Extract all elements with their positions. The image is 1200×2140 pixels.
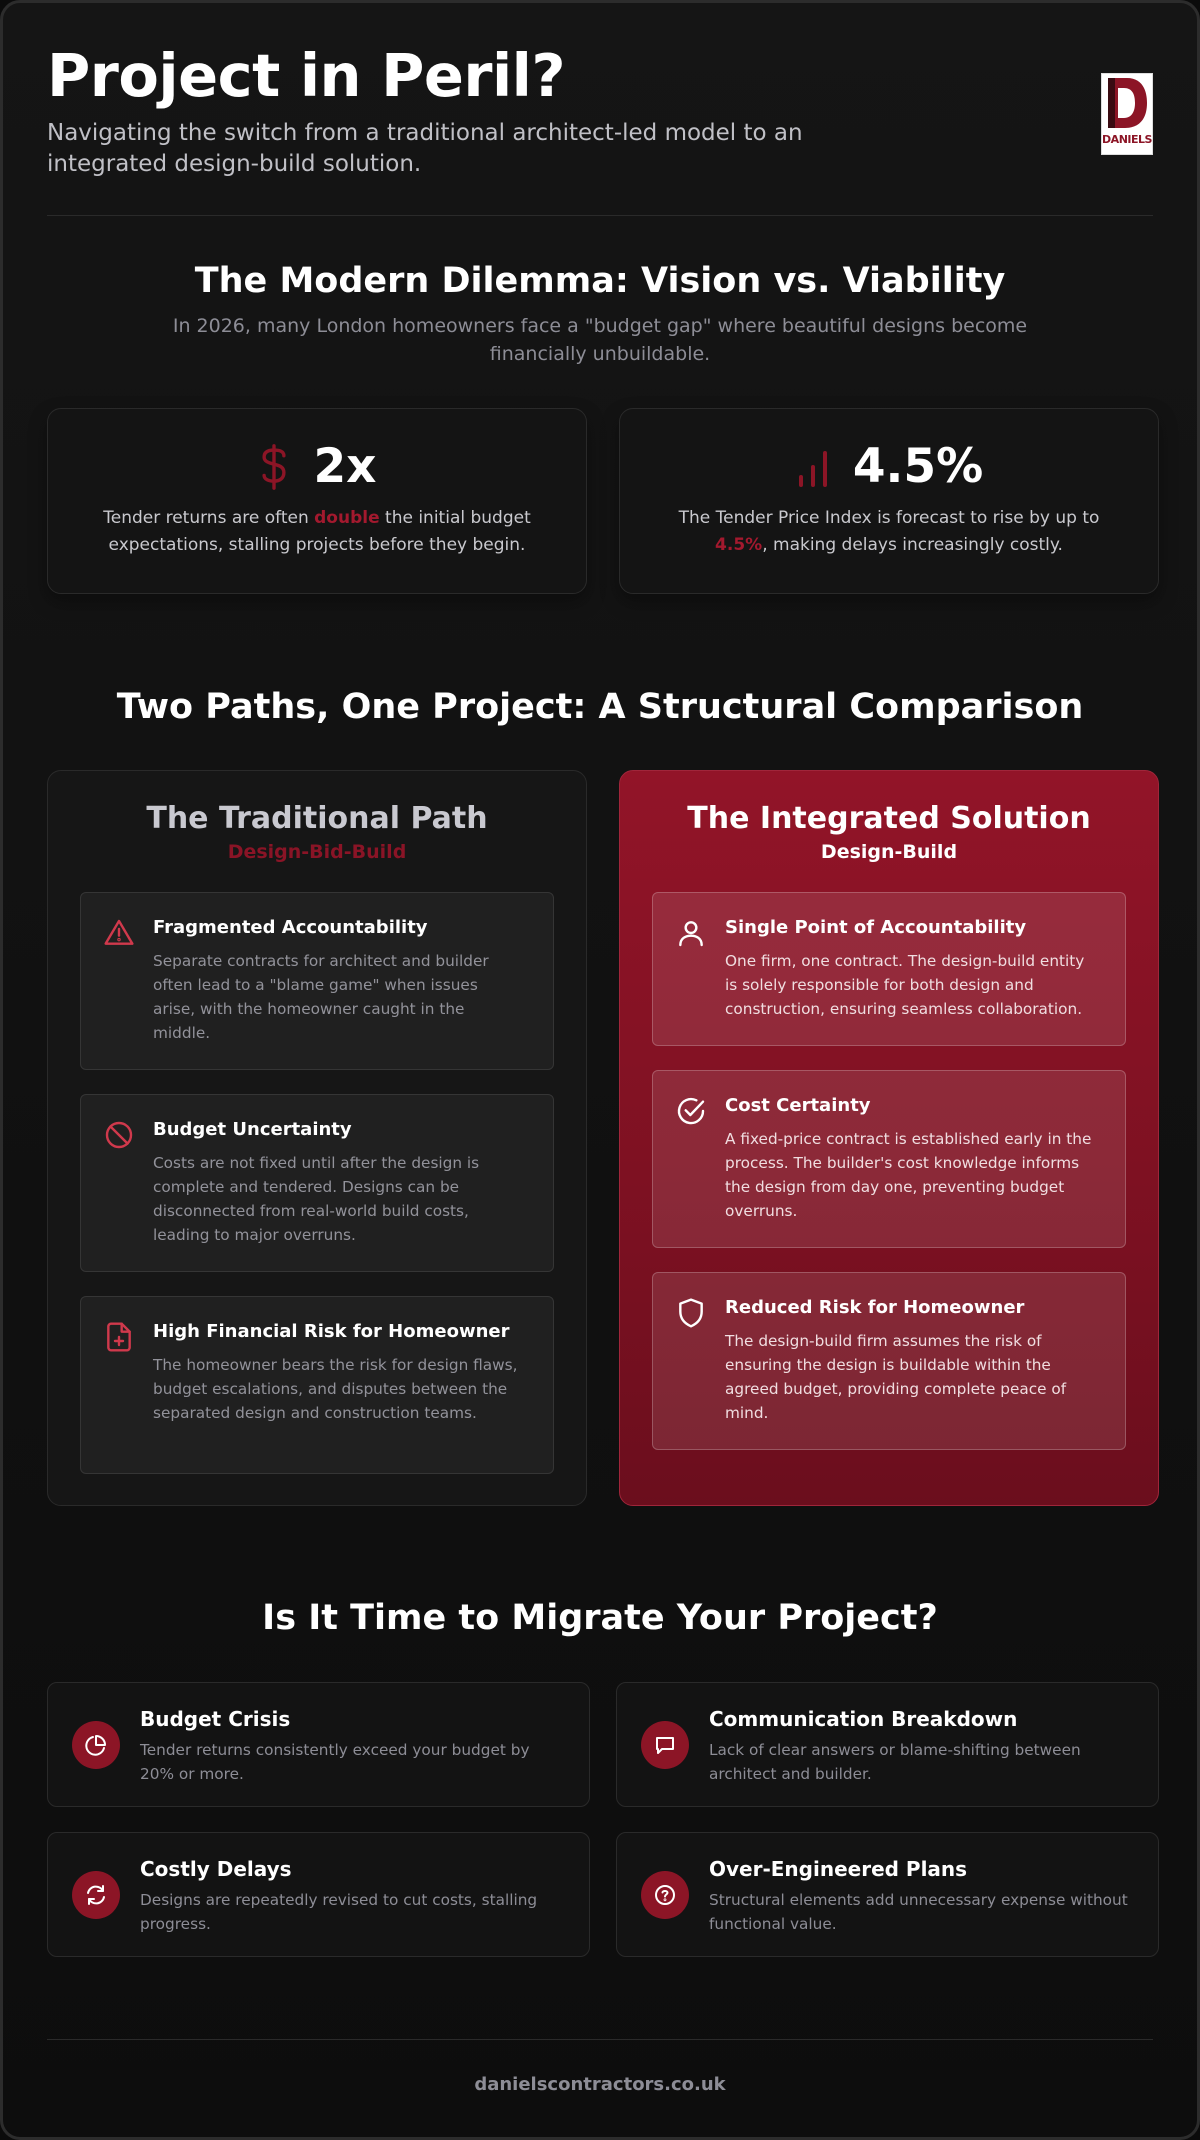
item-title: Single Point of Accountability <box>725 917 1027 938</box>
stat-description: Tender returns are often double the initial budget expectations, stalling projects before they begin. <box>103 508 531 555</box>
traditional-subtitle: Design-Bid-Build <box>227 841 407 863</box>
item-text: One firm, one contract. The design-build entity is solely responsible for both design and construction, ensuring seamless collaboration. <box>725 952 1085 1018</box>
footer-divider <box>47 2039 1153 2040</box>
traditional-title: The Traditional Path <box>146 801 488 836</box>
page-title: Project in Peril? <box>47 41 566 110</box>
integrated-title: The Integrated Solution <box>687 801 1091 836</box>
card-text: Lack of clear answers or blame-shifting between architect and builder. <box>709 1741 1081 1783</box>
card-text: Structural elements add unnecessary expense without functional value. <box>709 1891 1128 1933</box>
stat-value: 4.5% <box>852 439 984 494</box>
refresh-icon <box>84 1883 108 1907</box>
dilemma-subtitle: In 2026, many London homeowners face a "budget gap" where beautiful designs become financially unbuildable. <box>172 315 1028 365</box>
integrated-subtitle: Design-Build <box>820 841 958 863</box>
item-title: Cost Certainty <box>725 1095 871 1116</box>
item-text: Separate contracts for architect and builder often lead to a "blame game" when issues arise, with the homeowner caught in the middle. <box>153 952 489 1042</box>
item-title: Budget Uncertainty <box>153 1119 352 1140</box>
stat-card-index <box>619 408 1159 594</box>
traditional-item <box>80 892 554 1070</box>
integrated-item <box>652 892 1126 1046</box>
card-title: Communication Breakdown <box>709 1707 1018 1731</box>
warning-icon <box>103 917 135 949</box>
card-text: Tender returns consistently exceed your budget by 20% or more. <box>140 1741 530 1783</box>
pie-chart-icon <box>84 1733 108 1757</box>
comparison-title: Two Paths, One Project: A Structural Comparison <box>116 687 1084 727</box>
page-subtitle: Navigating the switch from a traditional architect-led model to an integrated design-build solution. <box>47 120 803 177</box>
integrated-solution-panel <box>619 770 1159 1506</box>
migrate-card-over-engineered <box>616 1832 1159 1957</box>
stat-highlight: 4.5% <box>715 535 763 555</box>
item-text: The design-build firm assumes the risk of ensuring the design is buildable within the agreed budget, providing complete peace of mind. <box>725 1332 1067 1422</box>
card-title: Budget Crisis <box>140 1707 291 1731</box>
icon-badge <box>72 1871 120 1919</box>
item-title: Fragmented Accountability <box>153 917 428 938</box>
message-icon <box>653 1733 677 1757</box>
stat-highlight: double <box>314 508 380 528</box>
dilemma-title: The Modern Dilemma: Vision vs. Viability <box>194 261 1006 301</box>
traditional-path-panel <box>47 770 587 1506</box>
item-title: Reduced Risk for Homeowner <box>725 1297 1025 1318</box>
content-wrapper <box>47 3 1153 2095</box>
icon-badge <box>641 1871 689 1919</box>
icon-badge <box>641 1721 689 1769</box>
stat-value: 2x <box>313 439 377 494</box>
file-plus-icon <box>103 1321 135 1353</box>
header <box>47 3 1153 216</box>
stat-description: The Tender Price Index is forecast to rise by up to 4.5%, making delays increasingly costly. <box>678 508 1100 555</box>
item-title: High Financial Risk for Homeowner <box>153 1321 510 1342</box>
integrated-item <box>652 1070 1126 1248</box>
card-title: Over-Engineered Plans <box>709 1857 968 1881</box>
migrate-card-budget-crisis <box>47 1682 590 1807</box>
icon-badge <box>72 1721 120 1769</box>
migrate-card-communication <box>616 1682 1159 1807</box>
user-icon <box>675 917 707 949</box>
traditional-item <box>80 1296 554 1474</box>
integrated-item <box>652 1272 1126 1450</box>
footer-website: danielscontractors.co.uk <box>474 2074 726 2095</box>
shield-icon <box>675 1297 707 1329</box>
logo-mark-icon <box>1102 74 1152 132</box>
stat-card-double <box>47 408 587 594</box>
item-text: Costs are not fixed until after the design is complete and tendered. Designs can be disconnected from real-world build costs, leading to major overruns. <box>153 1154 480 1244</box>
card-title: Costly Delays <box>140 1857 292 1881</box>
item-text: A fixed-price contract is established early in the process. The builder's cost knowledge informs the design from day one, preventing budget overruns. <box>725 1130 1092 1220</box>
daniels-logo <box>1101 73 1153 155</box>
card-text: Designs are repeatedly revised to cut costs, stalling progress. <box>140 1891 538 1933</box>
dollar-icon <box>257 443 291 491</box>
migrate-card-delays <box>47 1832 590 1957</box>
traditional-item <box>80 1094 554 1272</box>
migrate-title: Is It Time to Migrate Your Project? <box>262 1598 938 1638</box>
ban-icon <box>103 1119 135 1151</box>
help-circle-icon <box>653 1883 677 1907</box>
bar-chart-icon <box>795 445 831 489</box>
item-text: The homeowner bears the risk for design flaws, budget escalations, and disputes between the separated design and construction teams. <box>153 1356 518 1422</box>
logo-text: DANIELS <box>1102 133 1152 146</box>
check-circle-icon <box>675 1095 707 1127</box>
